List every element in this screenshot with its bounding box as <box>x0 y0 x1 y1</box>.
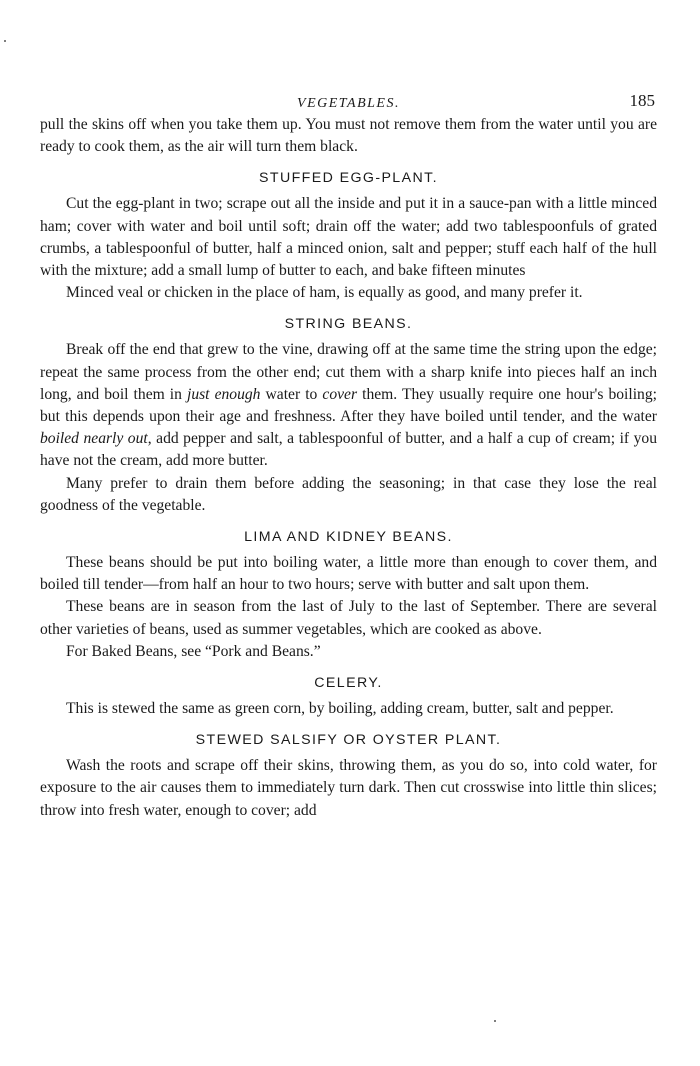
paragraph: Cut the egg-plant in two; scrape out all the inside and put it in a sauce-pan with a little minced ham; cover with water and boil until soft; drain off the water; add two tablespoonfuls of grated crumbs, a tablespoonful of butter, half a minced onion, salt and pepper; stuff each half of the hull with the mixture; add a small lump of butter to each, and bake fifteen minutes <box>40 195 657 280</box>
emphasis: just enough <box>186 385 261 403</box>
section-heading: STUFFED EGG-PLANT. <box>259 170 438 187</box>
text-run: Break off the end that grew to the vine, drawing off at the same time the string upon the edge; repeat the same process from the other end; cut them with a sharp knife into pieces half an inch long, and boil them in <box>40 341 657 403</box>
text-run: them. They usually require one hour's boiling; but this depends upon their age and freshness. After they have boiled until tender, and the water <box>40 385 657 426</box>
section-celery <box>40 673 657 720</box>
section-string-beans <box>40 314 657 517</box>
text-run: water to <box>260 385 323 403</box>
section-heading: LIMA AND KIDNEY BEANS. <box>244 529 453 546</box>
paragraph: Minced veal or chicken in the place of ham, is equally as good, and many prefer it. <box>66 284 583 302</box>
running-title: VEGETABLES. <box>297 96 400 111</box>
book-page <box>40 88 657 822</box>
page-number: 185 <box>629 91 655 110</box>
section-lima-beans <box>40 527 657 663</box>
paragraph <box>40 339 657 472</box>
continuation-paragraph: pull the skins off when you take them up. You must not remove them from the water until you are ready to cook them, as the air will turn them black. <box>40 116 657 156</box>
paragraph: Many prefer to drain them before adding the seasoning; in that case they lose the real goodness of the vegetable. <box>40 474 657 514</box>
section-heading: STEWED SALSIFY OR OYSTER PLANT. <box>195 732 502 749</box>
emphasis: cover <box>322 385 358 403</box>
running-head <box>40 88 657 112</box>
paragraph: Wash the roots and scrape off their skins, throwing them, as you do so, into cold water, for exposure to the air causes them to immediately turn dark. Then cut crosswise into little thin slices; throw into fresh water, enough to cover; add <box>40 757 657 819</box>
paragraph: These beans should be put into boiling water, a little more than enough to cover them, and boiled till tender—from half an hour to two hours; serve with butter and salt upon them. <box>40 554 657 594</box>
section-salsify <box>40 730 657 822</box>
emphasis: boiled nearly out <box>40 430 148 448</box>
paragraph: For Baked Beans, see “Pork and Beans.” <box>66 642 321 660</box>
section-heading: CELERY. <box>314 675 383 692</box>
paragraph: This is stewed the same as green corn, by boiling, adding cream, butter, salt and pepper. <box>66 700 614 718</box>
section-heading: STRING BEANS. <box>284 316 413 333</box>
text-run: , add pepper and salt, a tablespoonful of butter, and a half a cup of cream; if you have not the cream, add more butter. <box>40 430 658 470</box>
section-stuffed-egg-plant <box>40 168 657 304</box>
scan-speck <box>4 40 6 42</box>
scan-speck <box>494 1020 496 1022</box>
paragraph: These beans are in season from the last of July to the last of September. There are several other varieties of beans, used as summer vegetables, which are cooked as above. <box>40 598 657 638</box>
